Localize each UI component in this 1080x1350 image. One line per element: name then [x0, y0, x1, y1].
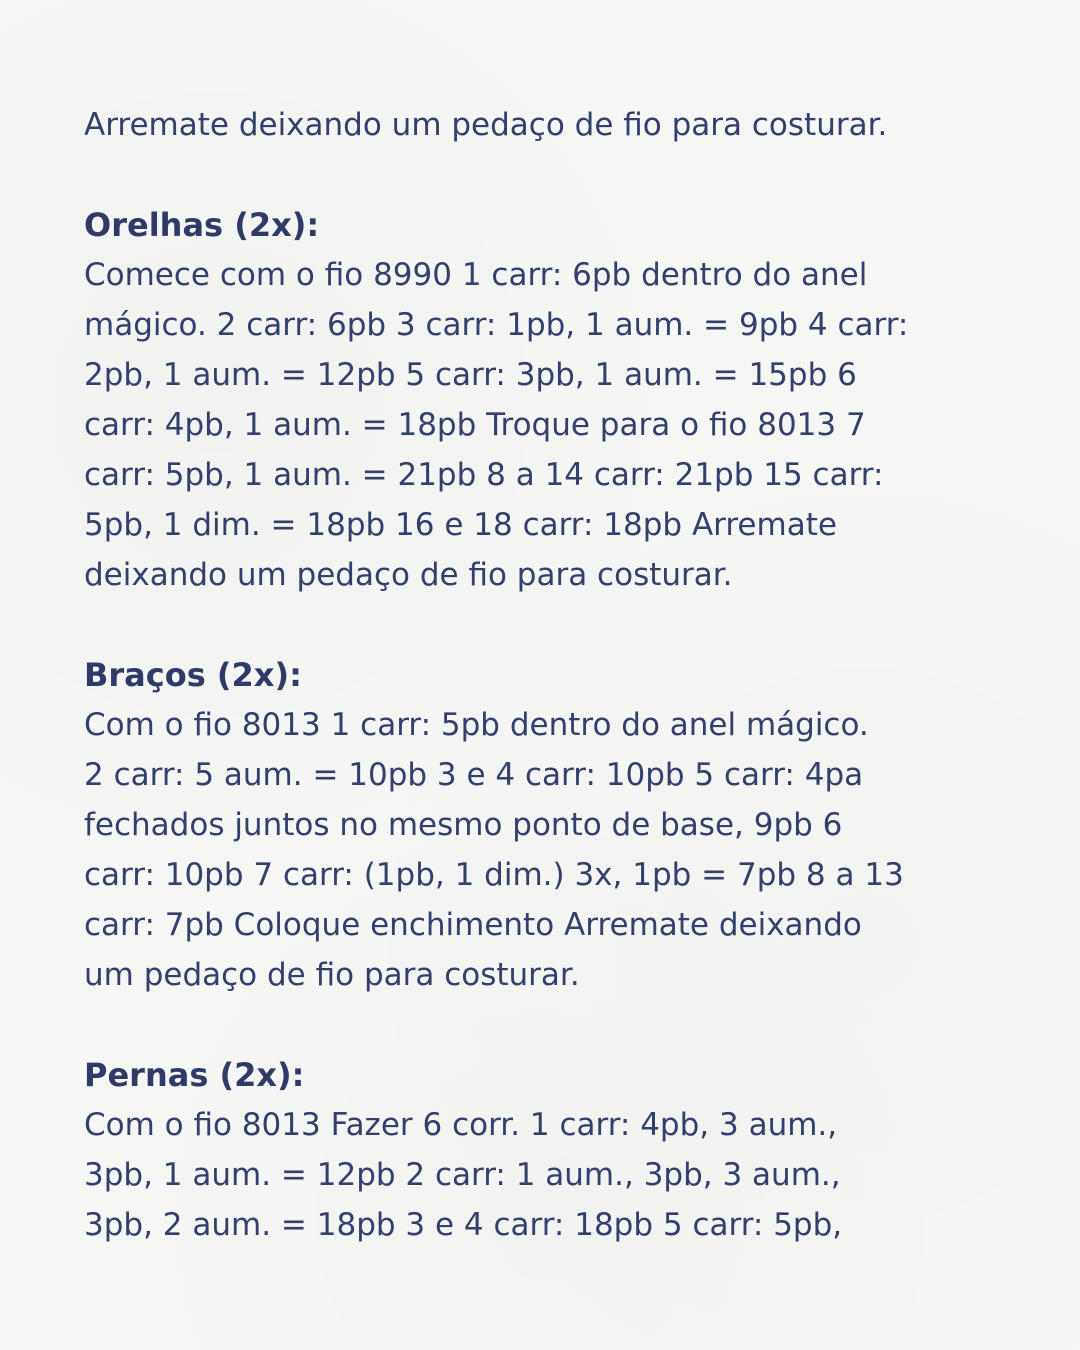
section-heading-pernas: Pernas (2x):	[84, 1056, 305, 1094]
intro-text: Arremate deixando um pedaço de fio para costurar.	[84, 107, 888, 143]
section-body-orelhas: Comece com o fio 8990 1 carr: 6pb dentro do anel mágico. 2 carr: 6pb 3 carr: 1pb, 1 aum. = 9pb 4 carr: 2pb, 1 aum. = 12pb 5 carr: 3pb, 1 aum. = 15pb 6 carr: 4pb, 1 aum. = 18pb Troque para o fio 8013 7 carr: 5pb, 1 aum. = 21pb 8 a 14 carr: 21pb 15 carr: 5pb, 1 dim. = 18pb 16 e 18 carr: 18pb Arremate deixando um pedaço de fio para costurar.	[84, 257, 909, 593]
section-orelhas	[84, 200, 996, 600]
section-body-pernas: Com o fio 8013 Fazer 6 corr. 1 carr: 4pb, 3 aum., 3pb, 1 aum. = 12pb 2 carr: 1 aum., 3pb, 3 aum., 3pb, 2 aum. = 18pb 3 e 4 carr: 18pb 5 carr: 5pb,	[84, 1107, 843, 1243]
section-heading-bracos: Braços (2x):	[84, 656, 302, 694]
section-pernas	[84, 1050, 996, 1250]
section-bracos	[84, 650, 996, 1000]
section-heading-orelhas: Orelhas (2x):	[84, 206, 320, 244]
section-body-bracos: Com o fio 8013 1 carr: 5pb dentro do anel mágico. 2 carr: 5 aum. = 10pb 3 e 4 carr: 10pb 5 carr: 4pa fechados juntos no mesmo ponto de base, 9pb 6 carr: 10pb 7 carr: (1pb, 1 dim.) 3x, 1pb = 7pb 8 a 13 carr: 7pb Coloque enchimento Arremate deixando um pedaço de fio para costurar.	[84, 707, 904, 993]
